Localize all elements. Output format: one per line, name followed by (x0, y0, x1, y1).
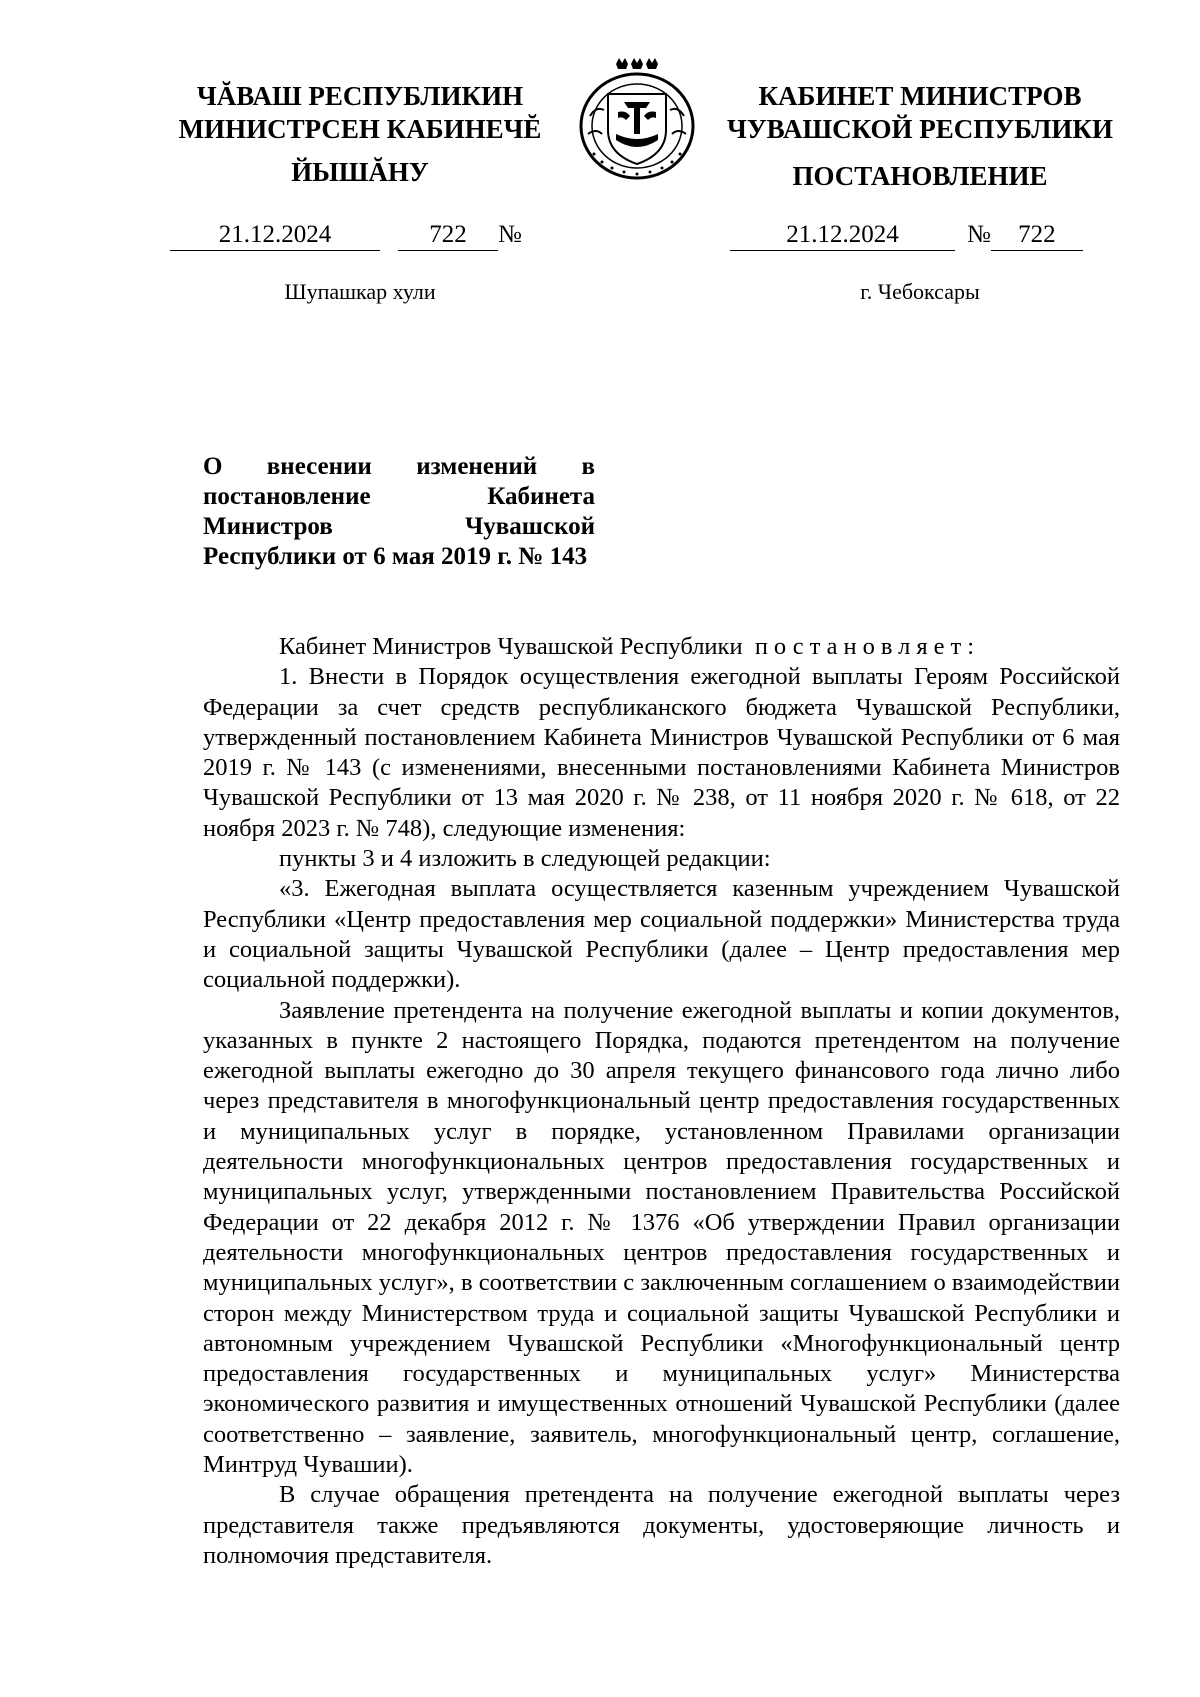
left-organization-name (175, 80, 545, 146)
left-org-line2: МИНИСТРСЕН КАБИНЕЧĔ (178, 114, 542, 144)
intro-verb: постановляет: (754, 633, 981, 660)
paragraph-5: В случае обращения претендента на получение ежегодной выплаты через представителя также предъявляются документы, удостоверяющие личность и полномочия представителя. (203, 1481, 1120, 1569)
left-date: 21.12.2024 (170, 220, 380, 251)
intro-lead: Кабинет Министров Чувашской Республики (279, 633, 743, 660)
right-organization-name (720, 80, 1120, 146)
paragraph-3: «3. Ежегодная выплата осуществляется казенным учреждением Чувашской Республики «Центр предоставления мер социальной поддержки» Министерства труда и социальной защиты Чувашской Республики (далее – Центр предоставления мер социальной поддержки). (203, 875, 1120, 994)
right-document-type: ПОСТАНОВЛЕНИЕ (792, 161, 1048, 191)
right-city: г. Чебоксары (860, 279, 980, 304)
left-number-sign: № (498, 221, 522, 248)
right-date: 21.12.2024 (730, 220, 955, 251)
left-number: 722 (398, 220, 498, 251)
paragraph-2: пункты 3 и 4 изложить в следующей редакции: (279, 845, 771, 873)
left-org-line1: ЧĂВАШ РЕСПУБЛИКИН (196, 81, 524, 111)
chuvash-emblem-icon (572, 56, 702, 184)
document-title: О внесении изменений в постановление Кабинета Министров Чувашской Республики от 6 мая 2019 г. № 143 (203, 453, 595, 570)
right-org-line2: ЧУВАШСКОЙ РЕСПУБЛИКИ (727, 114, 1113, 144)
document-body (203, 632, 1120, 1571)
left-date-number-row (170, 220, 522, 251)
paragraph-4: Заявление претендента на получение ежегодной выплаты и копии документов, указанных в пункте 2 настоящего Порядка, подаются претендентом на получение ежегодной выплаты ежегодно до 30 апреля текущего финансового года лично либо через представителя в многофункциональный центр предоставления государственных и муниципальных услуг в порядке, установленном Правилами организации деятельности многофункциональных центров предоставления государственных и муниципальных услуг, утвержденными постановлением Правительства Российской Федерации от 22 декабря 2012 г. № 1376 «Об утверждении Правил организации деятельности многофункциональных центров предоставления государственных и муниципальных услуг», в соответствии с заключенным соглашением о взаимодействии сторон между Министерством труда и социальной защиты Чувашской Республики и автономным учреждением Чувашской Республики «Многофункциональный центр предоставления государственных и муниципальных услуг» Министерства экономического развития и имущественных отношений Чувашской Республики (далее соответственно – заявление, заявитель, многофункциональный центр, соглашение, Минтруд Чувашии). (203, 996, 1120, 1479)
intro-paragraph (203, 632, 1120, 662)
right-number-sign: № (967, 221, 991, 248)
right-org-line1: КАБИНЕТ МИНИСТРОВ (758, 81, 1082, 111)
left-document-type: ЙЫШĂНУ (291, 157, 429, 187)
paragraph-1: 1. Внести в Порядок осуществления ежегодной выплаты Героям Российской Федерации за счет средств республиканского бюджета Чувашской Республики, утвержденный постановлением Кабинета Министров Чувашской Республики от 6 мая 2019 г. № 143 (с изменениями, внесенными постановлениями Кабинета Министров Чувашской Республики от 13 мая 2020 г. № 238, от 11 ноября 2020 г. № 618, от 22 ноября 2023 г. № 748), следующие изменения: (203, 663, 1120, 842)
right-date-number-row (730, 220, 1083, 251)
right-number: 722 (991, 220, 1083, 251)
left-city: Шупашкар хули (284, 279, 436, 304)
